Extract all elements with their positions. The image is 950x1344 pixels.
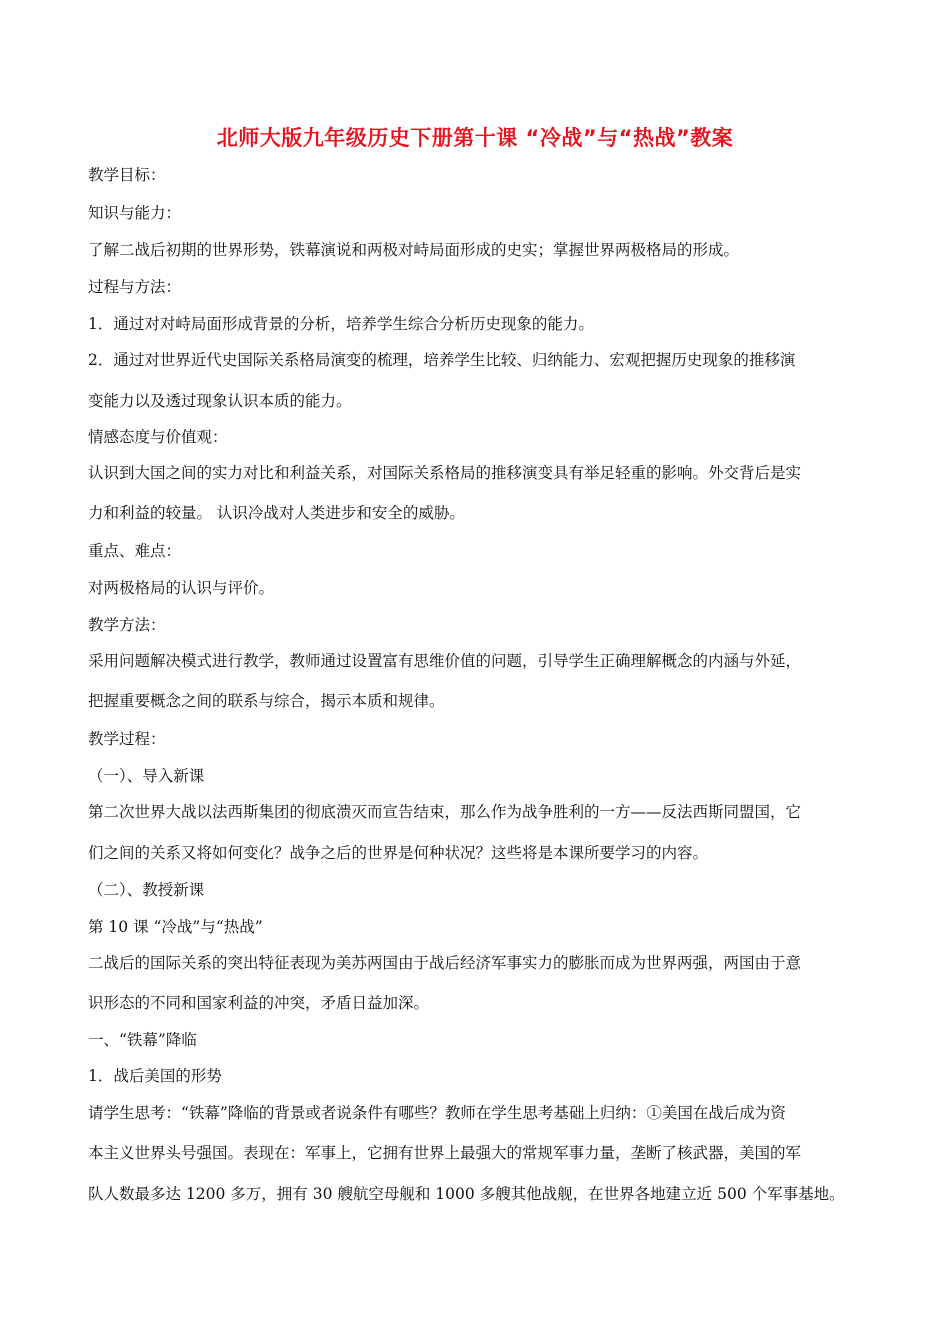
text-line: 了解二战后初期的世界形势，铁幕演说和两极对峙局面形成的史实；掌握世界两极格局的形成。 (88, 241, 740, 259)
text-line: 把握重要概念之间的联系与综合，揭示本质和规律。 (88, 692, 445, 710)
text-line: 教学方法： (88, 616, 166, 634)
text-line: 本主义世界头号强国。表现在：军事上，它拥有世界上最强大的常规军事力量，垄断了核武器，美国的军 (88, 1144, 802, 1162)
text-line: 二战后的国际关系的突出特征表现为美苏两国由于战后经济军事实力的膨胀而成为世界两强，两国由于意 (88, 954, 802, 972)
text-line: 过程与方法： (88, 278, 182, 296)
text-line: 请学生思考：“铁幕”降临的背景或者说条件有哪些？教师在学生思考基础上归纳：①美国在战后成为资 (88, 1104, 786, 1122)
text-line: 知识与能力： (88, 204, 182, 222)
document-title: 北师大版九年级历史下册第十课 “冷战”与“热战”教案 (216, 126, 734, 150)
text-line: （一）、导入新课 (88, 767, 205, 785)
text-line: 一、“铁幕”降临 (88, 1031, 197, 1049)
text-line: 们之间的关系又将如何变化？战争之后的世界是何种状况？这些将是本课所要学习的内容。 (88, 844, 709, 862)
text-line: 力和利益的较量。 认识冷战对人类进步和安全的威胁。 (88, 504, 465, 522)
text-line: 1．战后美国的形势 (88, 1067, 222, 1085)
text-line: 对两极格局的认识与评价。 (88, 579, 275, 597)
text-line: 情感态度与价值观： (88, 428, 228, 446)
text-line: 教学过程： (88, 730, 166, 748)
text-line: 第二次世界大战以法西斯集团的彻底溃灭而宣告结束，那么作为战争胜利的一方——反法西斯同盟国，它 (88, 803, 802, 821)
text-line: 认识到大国之间的实力对比和利益关系，对国际关系格局的推移演变具有举足轻重的影响。外交背后是实 (88, 464, 802, 482)
text-line: 教学目标： (88, 166, 166, 184)
text-line: 第 10 课 “冷战”与“热战” (88, 918, 263, 936)
text-line: 重点、难点： (88, 542, 182, 560)
text-line: 2．通过对世界近代史国际关系格局演变的梳理，培养学生比较、归纳能力、宏观把握历史现象的推移演 (88, 351, 796, 369)
text-line: 队人数最多达 1200 多万，拥有 30 艘航空母舰和 1000 多艘其他战舰，在世界各地建立近 500 个军事基地。 (88, 1185, 845, 1203)
text-line: 变能力以及透过现象认识本质的能力。 (88, 392, 352, 410)
text-line: 1．通过对对峙局面形成背景的分析，培养学生综合分析历史现象的能力。 (88, 315, 594, 333)
text-line: （二）、教授新课 (88, 881, 205, 899)
text-line: 采用问题解决模式进行教学，教师通过设置富有思维价值的问题，引导学生正确理解概念的内涵与外延， (88, 652, 802, 670)
text-line: 识形态的不同和国家利益的冲突，矛盾日益加深。 (88, 994, 430, 1012)
